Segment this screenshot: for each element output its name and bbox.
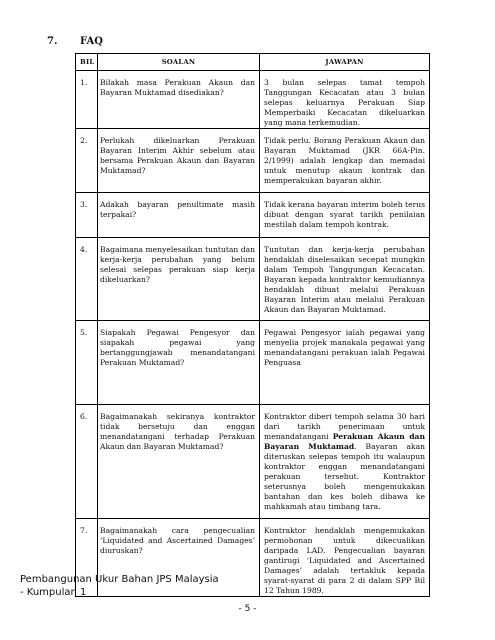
row-number: 1. — [76, 71, 98, 129]
answer-cell — [260, 193, 430, 238]
row-number: 3. — [76, 193, 98, 238]
page-number: - 5 - — [238, 604, 257, 614]
answer-cell — [260, 321, 430, 405]
question-cell: Siapakah Pegawai Pengesyor dan siapakah pegawai yang bertanggungjawab menandatangani Perakuan Muktamad? — [98, 321, 260, 405]
footer-line-1: Pembangunan Ukur Bahan JPS Malaysia — [20, 574, 219, 585]
header-soalan: SOALAN — [98, 54, 260, 71]
answer-text: 3 bulan selepas tamat tempoh Tanggungan Kecacatan atau 3 bulan selepas keluarnya Perakuan Siap Memperbaiki Kecacatan dikeluarkan yang mana terkemudian. — [264, 78, 425, 127]
answer-text: Kontraktor hendaklah mengemukakan permohonan untuk dikecualikan daripada LAD. Pengecualian bayaran gantirugi ‘Liquidated and Ascertained Damages’ adalah tertakluk kepada syarat-syarat di para 2 di dalam SPP Bil 12 Tahun 1989. — [264, 526, 425, 595]
question-cell: Bagaimana menyelesaikan tuntutan dan kerja-kerja perubahan yang belum selesai selepas perakuan siap kerja dikeluarkan? — [98, 238, 260, 321]
answer-text: Tidak kerana bayaran interim boleh terus dibuat dengan syarat tarikh penilaian mestilah dalam tempoh kontrak. — [264, 200, 425, 229]
table-row — [76, 71, 430, 129]
table-row — [76, 193, 430, 238]
header-jawapan: JAWAPAN — [260, 54, 430, 71]
question-cell: Adakah bayaran penultimate masih terpakai? — [98, 193, 260, 238]
header-bil: BIL — [76, 54, 98, 71]
answer-text: Tuntutan dan kerja-kerja perubahan hendaklah diselesaikan secepat mungkin dalam Tempoh Tanggungan Kecacatan. Bayaran kepada kontraktor kemudiannya hendaklah dibuat melalui Perakuan Bayaran Interim atau melalui Perakuan Akaun dan Bayaran Muktamad. — [264, 245, 425, 314]
footer-line-2: - Kumpulan 1 — [20, 587, 87, 598]
question-cell: Perlukah dikeluarkan Perakuan Bayaran Interim Akhir sebelum atau bersama Perakuan Akaun dan Bayaran Muktamad? — [98, 129, 260, 193]
answer-text: Tidak perlu. Borang Perakuan Akaun dan Bayaran Muktamad (JKR 66A-Pin. 2/1999) adalah lengkap dan memadai untuk menutup akaun kontrak dan memperakukan bayaran akhir. — [264, 136, 425, 185]
row-number: 7. — [76, 519, 98, 597]
section-number: 7. — [47, 36, 58, 47]
faq-table-header — [76, 54, 430, 71]
answer-cell — [260, 238, 430, 321]
answer-text: Pegawai Pengesyor ialah pegawai yang menyelia projek manakala pegawai yang menandatangani perakuan ialah Pegawai Penguasa — [264, 328, 425, 367]
section-title: FAQ — [80, 36, 103, 47]
row-number: 4. — [76, 238, 98, 321]
row-number: 5. — [76, 321, 98, 405]
answer-cell — [260, 129, 430, 193]
question-cell: Bilakah masa Perakuan Akaun dan Bayaran Muktamad disediakan? — [98, 71, 260, 129]
table-row — [76, 321, 430, 405]
answer-bold-text: Perakuan Akaun dan Bayaran Muktamad — [264, 432, 426, 451]
row-number: 6. — [76, 405, 98, 519]
table-row — [76, 405, 430, 519]
table-row — [76, 129, 430, 193]
faq-table — [75, 53, 430, 597]
answer-cell — [260, 519, 430, 597]
question-cell: Bagaimanakah sekiranya kontraktor tidak bersetuju dan enggan menandatangani terhadap Perakuan Akaun dan Bayaran Muktamad? — [98, 405, 260, 519]
answer-cell — [260, 71, 430, 129]
footer — [20, 573, 219, 599]
answer-text: Kontraktor diberi tempoh selama 30 hari dari tarikh penerimaan untuk menandatangani — [264, 412, 425, 441]
row-number: 2. — [76, 129, 98, 193]
answer-text: . Bayaran akan diteruskan selepas tempoh itu walaupun kontraktor enggan menandatangani perakuan tersebut. Kontraktor seterusnya boleh mengemukakan bantahan dan kes boleh dibawa ke mahkamah atau timbang tara. — [264, 442, 425, 511]
question-cell: Bagaimanakah cara pengecualian ‘Liquidated and Ascertained Damages’ diuruskan? — [98, 519, 260, 597]
answer-cell — [260, 405, 430, 519]
section-heading — [47, 36, 103, 47]
table-row — [76, 238, 430, 321]
